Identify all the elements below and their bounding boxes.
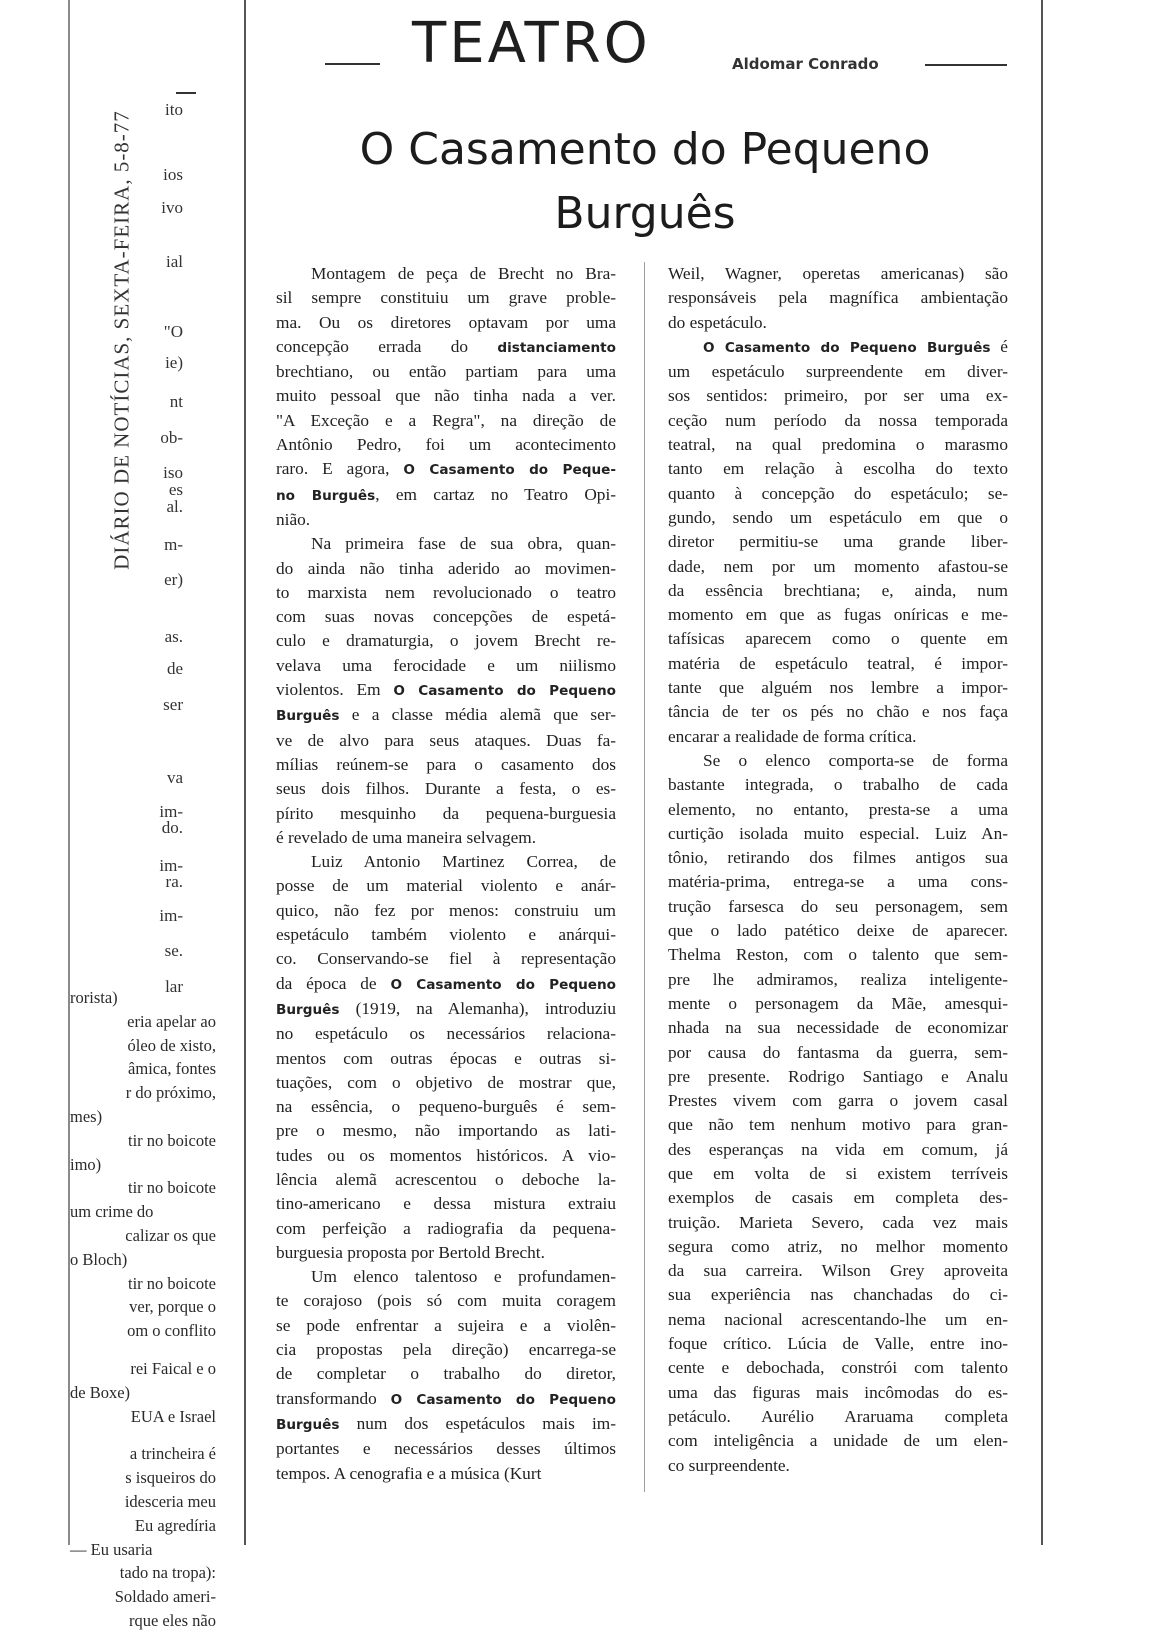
article-line: mente o personagem da Mãe, amesqui- (668, 993, 1008, 1013)
article-line: de completar o trabalho do diretor, (276, 1364, 616, 1384)
article-line: des esperanças na vida em comum, já (668, 1139, 1008, 1159)
fragment-text: EUA e Israel (130, 1406, 216, 1426)
fragment-text: ver, porque o (129, 1297, 216, 1317)
article-line: matéria de espetáculo teatral, é impor- (668, 653, 1008, 673)
article-line: pre lhe admiramos, realiza inteligente- (668, 969, 1008, 989)
article-line: petáculo. Aurélio Araruama completa (668, 1406, 1008, 1426)
fragment-text: ito (165, 100, 183, 119)
article-line: pre o mesmo, não importando as lati- (276, 1121, 616, 1141)
article-line: Um elenco talentoso e profundamen- (311, 1267, 616, 1287)
article-line: do espetáculo. (668, 312, 767, 332)
article-line: na essência, o pequeno-burguês é sem- (276, 1097, 616, 1117)
fragment-text: iso (163, 463, 183, 482)
article-line: um espetáculo surpreendente em diver- (668, 362, 1008, 382)
article-line: truição. Marieta Severo, cada vez mais (668, 1212, 1008, 1232)
article-line: no espetáculo os necessários relaciona- (276, 1024, 616, 1044)
title-rule-left (325, 63, 380, 65)
fragment-text: Eu agredíria (134, 1515, 216, 1535)
author-byline: Aldomar Conrado (732, 55, 879, 73)
article-line: brechtiano, ou então partiam para uma (276, 362, 616, 382)
article-line: Luiz Antonio Martinez Correa, de (311, 852, 616, 872)
article-line: sil sempre constituiu um grave proble- (276, 288, 616, 308)
fragment-text: ob- (160, 428, 183, 447)
fragment-text: ivo (161, 198, 183, 217)
article-line: da essência brechtiana; e, ainda, num (668, 580, 1008, 600)
article-line: sos sentidos: primeiro, por ser uma ex- (668, 386, 1008, 406)
article-line: violentos. Em O Casamento do Pequeno (276, 680, 616, 700)
article-line: co surpreendente. (668, 1455, 790, 1475)
fragment-text: de Boxe) (70, 1382, 131, 1402)
article-line: com inteligência a unidade de um elen- (668, 1431, 1008, 1451)
article-line: mílias reúnem-se para o casamento dos (276, 754, 616, 774)
fragment-text: âmica, fontes (128, 1059, 216, 1079)
article-line: ve de alvo para seus ataques. Duas fa- (276, 730, 616, 750)
fragment-text: al. (166, 497, 183, 516)
column-rule-middle (644, 262, 645, 1492)
article-line: da época de O Casamento do Pequeno (276, 973, 616, 993)
article-line: Weil, Wagner, operetas americanas) são (668, 264, 1008, 283)
fragment-text: idesceria meu (124, 1491, 216, 1511)
fragment-text: es (168, 480, 183, 499)
clipping-mark (176, 92, 196, 94)
article-line: foque crítico. Lúcia de Valle, entre ino- (668, 1334, 1008, 1354)
article-line: por causa do fantasma da guerra, sem- (668, 1042, 1008, 1062)
article-line: velava uma ferocidade e um niilismo (276, 655, 616, 675)
article-column-1 (276, 262, 616, 1486)
fragment-text: do. (161, 818, 183, 837)
fragment-text: tado na tropa): (119, 1563, 216, 1583)
article-line: tanto em relação à escolha do texto (668, 459, 1008, 479)
article-line: da sua carreira. Wilson Grey aproveita (668, 1261, 1008, 1281)
article-line: tudes ou os momentos históricos. A vio- (276, 1145, 616, 1165)
article-line: culo e dramaturgia, o jovem Brecht re- (276, 631, 616, 651)
article-line: do ainda não tinha aderido ao movimen- (276, 558, 616, 578)
article-line: teatral, na qual predomina o marasmo (668, 435, 1008, 455)
fragment-text: ser (163, 695, 183, 714)
article-line: quico, não fez por menos: construiu um (276, 900, 616, 920)
article-line: Montagem de peça de Brecht no Bra- (311, 264, 616, 283)
article-line: no Burguês, em cartaz no Teatro Opi- (276, 484, 616, 504)
article-line: se pode enfrentar a sujeira e a violên- (276, 1315, 616, 1335)
article-line: é revelado de uma maneira selvagem. (276, 827, 537, 847)
article-line: gundo, sendo um espetáculo em que o (668, 507, 1008, 527)
fragment-text: imo) (70, 1154, 102, 1174)
article-line: dade, nem por um momento afastou-se (668, 556, 1008, 576)
article-line: com perfeição a radiografia da pequena- (276, 1218, 616, 1238)
article-line: muito pessoal que não tinha nada a ver. (276, 386, 616, 406)
article-line: lência alemã acrescentou o deboche la- (276, 1169, 616, 1189)
fragment-text: s isqueiros do (125, 1468, 216, 1488)
article-line: nhada na sua necessidade de economizar (668, 1018, 1008, 1038)
article-line: Burguês num dos espetáculos mais im- (276, 1413, 616, 1433)
section-title: TEATRO (412, 11, 651, 76)
fragment-text: va (166, 768, 183, 787)
article-line: que o lado patético deixe de aparecer. (668, 921, 1008, 941)
article-line: to marxista nem revolucionado o teatro (276, 582, 616, 602)
article-line: posse de um material violento e anár- (276, 876, 616, 896)
fragment-text: er) (164, 570, 183, 589)
article-line: ma. Ou os diretores optavam por uma (276, 312, 616, 332)
article-line: sua experiência nas chanchadas do ci- (668, 1285, 1008, 1305)
article-line: tante que alguém nos lembre a impor- (668, 678, 1008, 698)
article-headline: O Casamento do Pequeno Burguês (359, 124, 931, 239)
article-line: pírito mesquinho da pequena-burguesia (276, 803, 616, 823)
article-line: uma das figuras mais incômodas do es- (668, 1382, 1008, 1402)
article-line: Prestes vivem com garra o jovem casal (668, 1091, 1008, 1111)
fragment-text: rorista) (70, 988, 118, 1007)
article-line: O Casamento do Pequeno Burguês é (703, 336, 1008, 356)
article-line: curtição isolada muito especial. Luiz An- (668, 823, 1008, 843)
article-line: momento em que as fugas oníricas e me- (668, 605, 1008, 625)
title-rule-right (925, 64, 1007, 66)
article-line: quanto à concepção do espetáculo; se- (668, 483, 1008, 503)
article-line: com suas novas concepções de espetá- (276, 607, 616, 627)
fragment-text: nt (169, 392, 183, 411)
fragment-text: om o conflito (127, 1321, 216, 1341)
fragment-text: óleo de xisto, (127, 1035, 216, 1055)
fragment-text: ie) (165, 353, 183, 372)
article-line: cia propostas pela direção) encarrega-se (276, 1340, 616, 1360)
article-line: segura como atriz, no melhor momento (668, 1236, 1008, 1256)
article-line: Antônio Pedro, foi um acontecimento (276, 435, 616, 455)
article-line: encarar a realidade de forma crítica. (668, 726, 917, 746)
fragment-text: Soldado ameri- (114, 1587, 216, 1607)
article-line: tônio, retirando dos filmes antigos sua (668, 848, 1008, 868)
fragment-text: tir no boicote (128, 1130, 216, 1150)
article-line: concepção errada do distanciamento (276, 336, 616, 356)
article-line: pre presente. Rodrigo Santiago e Analu (668, 1066, 1008, 1086)
article-line: co. Conservando-se fiel à representação (276, 949, 616, 969)
article-line: elemento, no entanto, presta-se a uma (668, 799, 1008, 819)
fragment-text: ios (163, 165, 183, 184)
article-line: trução farsesca do seu personagem, sem (668, 896, 1008, 916)
article-line: exemplos de casais em completa des- (668, 1188, 1008, 1208)
article-line: Se o elenco comporta-se de forma (703, 750, 1008, 770)
fragment-text: o Bloch) (70, 1249, 128, 1269)
fragment-text: de (166, 659, 183, 678)
fragment-text: tir no boicote (128, 1273, 216, 1293)
article-line: raro. E agora, O Casamento do Peque- (276, 459, 617, 479)
article-line: Burguês (1919, na Alemanha), introduziu (276, 998, 616, 1018)
article-line: seus dois filhos. Durante a festa, o es- (276, 779, 616, 799)
article-line: tempos. A cenografia e a música (Kurt (276, 1463, 542, 1483)
column-rule-right (1041, 0, 1043, 1545)
fragment-text: im- (159, 856, 183, 875)
masthead-text: DIÁRIO DE NOTÍCIAS, SEXTA-FEIRA, 5-8-77 (109, 110, 134, 570)
column-rule-left (244, 0, 246, 1545)
article-line: Thelma Reston, com o talento que sem- (668, 945, 1008, 965)
article-line: bastante integrada, o trabalho de cada (668, 775, 1008, 795)
article-line: te corajoso (pois só com muita coragem (276, 1291, 616, 1311)
article-line: Na primeira fase de sua obra, quan- (311, 534, 616, 554)
article-line: burguesia proposta por Bertold Brecht. (276, 1242, 545, 1262)
article-line: matéria-prima, entrega-se a uma cons- (668, 872, 1008, 892)
article-line: tafísicas aparecem como o quente em (668, 629, 1008, 649)
article-line: nema nacional acrescentando-lhe um en- (668, 1309, 1008, 1329)
fragment-text: rque eles não (128, 1610, 216, 1630)
fragment-text: as. (164, 627, 183, 646)
newspaper-masthead (92, 105, 152, 575)
fragment-text: calizar os que (125, 1225, 216, 1245)
article-line: tância de ter os pés no chão e nos faça (668, 702, 1008, 722)
fragment-text: se. (164, 941, 183, 960)
fragment-text: r do próximo, (125, 1083, 216, 1103)
fragment-text: eria apelar ao (127, 1011, 216, 1031)
fragment-text: rei Faical e o (130, 1358, 216, 1378)
article-line: transformando O Casamento do Pequeno (276, 1388, 616, 1408)
fragment-text: ra. (165, 872, 183, 891)
article-line: tuações, com o objetivo de mostrar que, (276, 1072, 616, 1092)
article-line: Burguês e a classe média alemã que ser- (276, 705, 616, 725)
article-line: mentos com outras épocas e outras si- (276, 1048, 616, 1068)
fragment-text: im- (159, 906, 183, 925)
fragment-text: im- (159, 802, 183, 821)
fragment-text: a trincheira é (129, 1444, 216, 1464)
article-line: diretor permitiu-se uma grande liber- (668, 532, 1008, 552)
fragment-text: ial (166, 252, 183, 271)
article-line: tino-americano e dessa mistura extraiu (276, 1194, 616, 1214)
article-line: que não tem nenhum motivo para gran- (668, 1115, 1008, 1135)
fragment-text: mes) (70, 1106, 103, 1126)
article-line: portantes e necessários desses últimos (276, 1439, 616, 1459)
adjacent-article-fragments-bottom (70, 986, 216, 1633)
article-line: nião. (276, 509, 311, 529)
article-line: ceção num período da nossa temporada (668, 410, 1008, 430)
article-line: "A Exceção e a Regra", na direção de (276, 410, 616, 430)
fragment-text: "O (163, 322, 183, 341)
fragment-text: — Eu usaria (70, 1539, 153, 1559)
article-line: responsáveis pela magnífica ambientação (668, 288, 1008, 308)
article-column-2 (668, 262, 1008, 1478)
article-line: que em volta de si existem terríveis (668, 1163, 1008, 1183)
article-line: cente e debochada, constrói com talento (668, 1358, 1008, 1378)
fragment-text: m- (164, 535, 183, 554)
fragment-text: lar (165, 977, 183, 996)
fragment-text: um crime do (70, 1202, 154, 1222)
article-line: espetáculo também violento e anárqui- (276, 925, 616, 945)
fragment-text: tir no boicote (128, 1178, 216, 1198)
